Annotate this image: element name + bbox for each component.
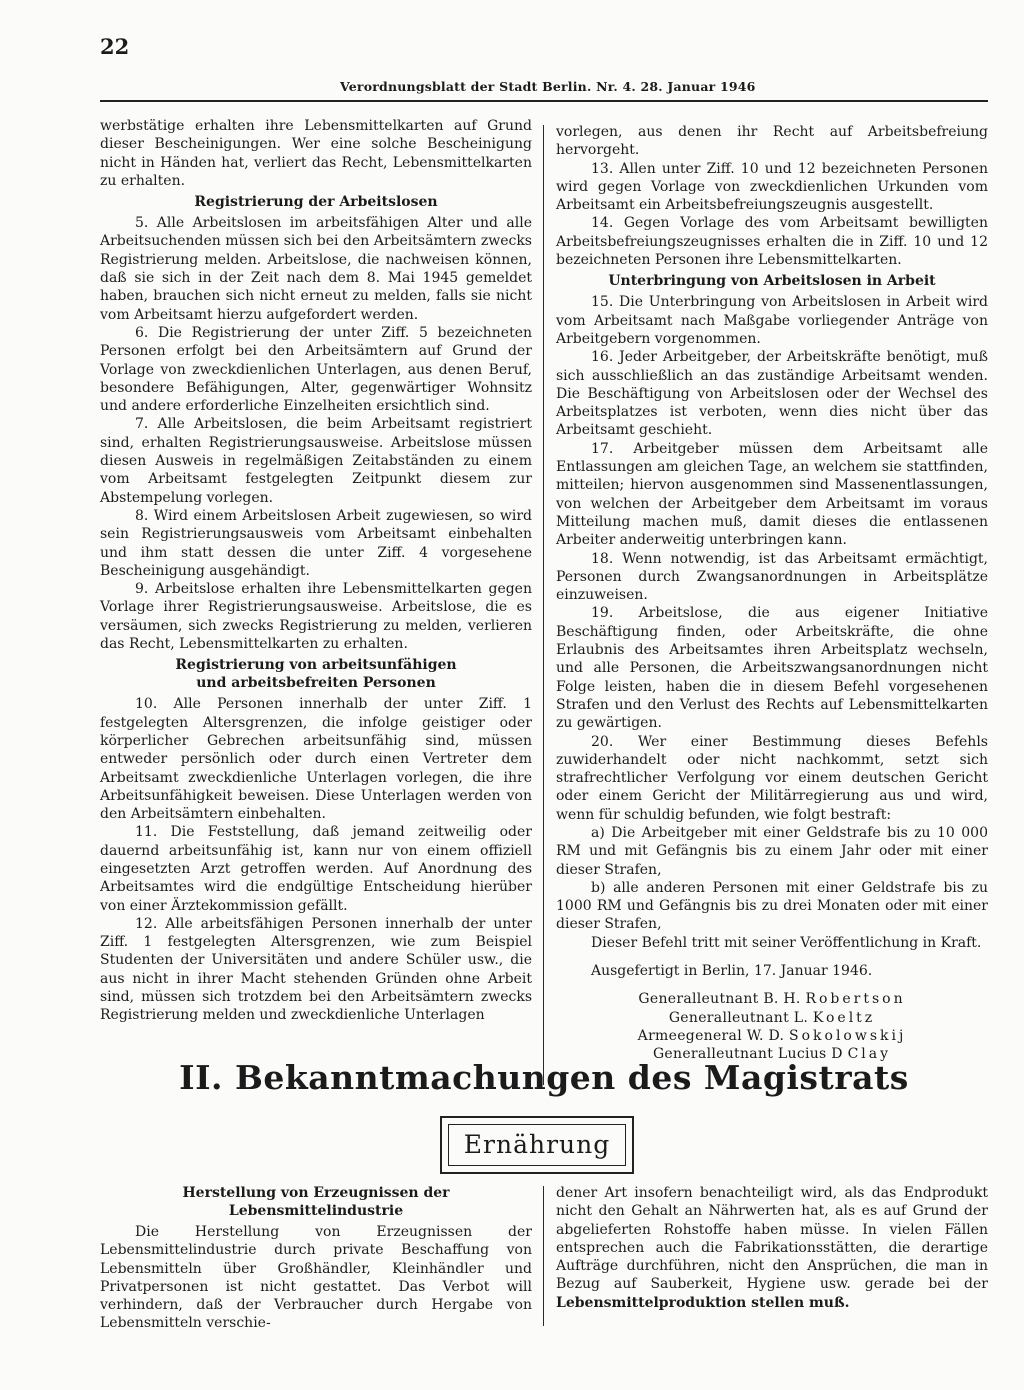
signatory-rank: Generalleutnant B. H. (638, 991, 801, 1008)
signatory-name: Koeltz (812, 1009, 876, 1026)
page-number: 22 (100, 34, 130, 59)
signatory-name: Sokolowskij (789, 1027, 907, 1044)
column-right-bottom (556, 1184, 988, 1312)
signature-koeltz (556, 1009, 988, 1027)
signatory-name: Robertson (805, 991, 906, 1008)
column-left-top (100, 117, 532, 1025)
header-rule (100, 100, 988, 102)
paragraph-15: 15. Die Unterbringung von Arbeitslosen in Arbeit wird vom Arbeitsamt nach Maßgabe vorliegender Anträge von Arbeitgebern vorgenommen. (556, 294, 988, 347)
paragraph-18: 18. Wenn notwendig, ist das Arbeitsamt ermächtigt, Personen durch Zwangsanordnungen in Arbeitsplätze einzuweisen. (556, 550, 988, 604)
paragraph-19: 19. Arbeitslose, die aus eigener Initiative Beschäftigung finden, oder Arbeitskräfte, die ohne Erlaubnis des Arbeitsamtes ihren Arbeitsplatz wechseln, und alle Personen, die Arbeitszwangsanordnungen nicht Folge leisten, haben die in diesem Befehl vorgesehenen Strafen und den Verlust des Rechts auf Lebensmittelkarten zu gewärtigen. (556, 605, 988, 732)
signatory-rank: Generalleutnant L. (668, 1009, 809, 1026)
paragraph-14: 14. Gegen Vorlage des vom Arbeitsamt bewilligten Arbeitsbefreiungszeugnisses erhalten die in Ziff. 10 und 12 bezeichneten Personen ihre Lebensmittelkarten. (556, 215, 988, 269)
paragraph-11: 11. Die Feststellung, daß jemand zeitweilig oder dauernd arbeitsunfähig ist, kann nur von einem offiziell eingesetzten Arzt getroffen werden. Auf Anordnung des Arbeitsamtes wird die endgültige Entscheidung hierüber von einer Ärztekommission gefällt. (100, 824, 532, 914)
article-paragraph-right (556, 1184, 988, 1312)
column-divider-bottom (543, 1186, 544, 1326)
paragraph-16: 16. Jeder Arbeitgeber, der Arbeitskräfte benötigt, muß sich ausschließlich an das zuständige Arbeitsamt wenden. Die Beschäftigung von Arbeitslosen oder der Wechsel des Arbeitsplatzes ist verboten, wenn dies nicht über das Arbeitsamt geschieht. (556, 349, 988, 439)
paragraph-20b: b) alle anderen Personen mit einer Geldstrafe bis zu 1000 RM und Gefängnis bis zu drei Monaten oder mit einer dieser Strafen, (556, 879, 988, 933)
paragraph-10: 10. Alle Personen innerhalb der unter Ziff. 1 festgelegten Altersgrenzen, die infolge geistiger oder körperlicher Gebrechen arbeitsunfähig sind, müssen entweder persönlich oder durch einen Vertreter dem Arbeitsamt zweckdienliche Unterlagen vorlegen, die ihre Arbeitsunfähigkeit beweisen. Diese Unterlagen werden von den Arbeitsämtern einbehalten. (100, 696, 532, 823)
paragraph-continuation: werbstätige erhalten ihre Lebensmittelkarten auf Grund dieser Bescheinigungen. Wer eine solche Bescheinigung nicht in Händen hat, verliert das Recht, Lebensmittelkarten zu erhalten. (100, 118, 532, 189)
paragraph-6: 6. Die Registrierung der unter Ziff. 5 bezeichneten Personen erfolgt bei den Arbeitsämtern auf Grund der Vorlage von zweckdienlichen Unterlagen, aus denen Beruf, besondere Befähigungen, Alter, gegenwärtiger Wohnsitz und andere erforderliche Einzelheiten ersichtlich sind. (100, 324, 532, 415)
column-divider (543, 125, 544, 1085)
paragraph-continuation-right: vorlegen, aus denen ihr Recht auf Arbeitsbefreiung hervorgeht. (556, 124, 988, 159)
signatory-rank: Generalleutnant Lucius D (652, 1046, 843, 1063)
signature-robertson (556, 990, 988, 1008)
paragraph-7: 7. Alle Arbeitslosen, die beim Arbeitsamt registriert sind, erhalten Registrierungsausweise. Arbeitslose müssen diesen Ausweis in regelmäßigen Zeitabständen zu einem vom Arbeitsamt festgelegten Zeitpunkt diesem zur Abstempelung vorlegen. (100, 416, 532, 506)
running-head: Verordnungsblatt der Stadt Berlin. Nr. 4. 28. Januar 1946 (340, 79, 756, 94)
paragraph-13: 13. Allen unter Ziff. 10 und 12 bezeichneten Personen wird gegen Vorlage von zweckdienlichen Urkunden vom Arbeitsamt ein Arbeitsbefreiungszeugnis ausgestellt. (556, 160, 988, 214)
boxed-title-text: Ernährung (448, 1124, 626, 1166)
article-text-normal: dener Art insofern benachteiligt wird, als das Endprodukt nicht den Gehalt an Nährwerten hat, als es auf Grund der abgelieferten Rohstoffe haben müsse. In vielen Fällen entsprechen auch die Fabrikationsstätten, die derartige Aufträge durchführen, nicht den Ansprüchen, die man in Bezug auf Sauberkeit, Hygiene usw. gerade bei der (556, 1185, 988, 1293)
boxed-title (440, 1116, 634, 1174)
paragraph-17: 17. Arbeitgeber müssen dem Arbeitsamt alle Entlassungen am gleichen Tage, an welchem sie stattfinden, mitteilen; hiervon ausgenommen sind Massenentlassungen, von welchen der Arbeitgeber dem Arbeitsamt im voraus Mitteilung machen muß, damit dieses die entlassenen Arbeiter anderweitig unterbringen kann. (556, 440, 988, 549)
signatory-rank: Armeegeneral W. D. (637, 1027, 785, 1044)
paragraph-8: 8. Wird einem Arbeitslosen Arbeit zugewiesen, so wird sein Registrierungsausweis vom Arbeitsamt einbehalten und ihm statt dessen die unter Ziff. 4 vorgesehene Bescheinigung ausgehändigt. (100, 507, 532, 579)
section-heading: II. Bekanntmachungen des Magistrats (179, 1058, 909, 1097)
paragraph-12: 12. Alle arbeitsfähigen Personen innerhalb der unter Ziff. 1 festgelegten Altersgrenzen, wie zum Beispiel Studenten der Universitäten und andere Schüler usw., die aus nicht in ihrer Macht stehenden Gründen ohne Arbeit sind, müssen sich trotzdem bei den Arbeitsämtern zwecks Registrierung melden und zweckdienliche Unterlagen (100, 915, 532, 1024)
signature-sokolowskij (556, 1027, 988, 1045)
column-left-bottom (100, 1184, 532, 1333)
subheading-unterbringung: Unterbringung von Arbeitslosen in Arbeit (608, 273, 936, 290)
column-right-top (556, 123, 988, 1064)
dated-line: Ausgefertigt in Berlin, 17. Januar 1946. (591, 963, 873, 980)
paragraph-9: 9. Arbeitslose erhalten ihre Lebensmittelkarten gegen Vorlage ihrer Registrierungsausweise. Arbeitslose, die es versäumen, sich zwecks Registrierung zu melden, verlieren das Recht, Lebensmittelkarten zu erhalten. (100, 581, 532, 653)
article-heading: Herstellung von Erzeugnissen der Lebensmittelindustrie (182, 1185, 450, 1219)
subheading-arbeitsunfaehig: Registrierung von arbeitsunfähigen und arbeitsbefreiten Personen (175, 657, 457, 692)
article-text-bold: Lebensmittelproduktion stellen muß. (556, 1294, 850, 1311)
paragraph-effective: Dieser Befehl tritt mit seiner Veröffentlichung in Kraft. (591, 934, 982, 951)
paragraph-20a: a) Die Arbeitgeber mit einer Geldstrafe bis zu 10 000 RM und mit Gefängnis bis zu einem Jahr oder mit einer dieser Strafen, (556, 824, 988, 878)
article-paragraph-left: Die Herstellung von Erzeugnissen der Lebensmittelindustrie durch private Beschaffung von Lebensmitteln über Großhändler, Kleinhändler und Privatpersonen ist nicht gestattet. Das Verbot will verhindern, daß der Verbraucher durch Hergabe von Lebensmitteln verschie- (100, 1224, 532, 1332)
subheading-registrierung: Registrierung der Arbeitslosen (194, 194, 438, 211)
paragraph-5: 5. Alle Arbeitslosen im arbeitsfähigen Alter und alle Arbeitsuchenden müssen sich bei den Arbeitsämtern zwecks Registrierung melden. Arbeitslose, die nachweisen können, daß sie sich in der Zeit nach dem 8. Mai 1945 gemeldet haben, brauchen sich nicht erneut zu melden, falls sie nicht vom Arbeitsamt hierzu aufgefordert werden. (100, 215, 532, 323)
signatory-name: Clay (847, 1046, 892, 1063)
paragraph-20: 20. Wer einer Bestimmung dieses Befehls zuwiderhandelt oder nicht nachkommt, setzt sich strafrechtlicher Verfolgung vor einem deutschen Gericht oder einem Gericht der Militärregierung aus und wird, wenn für schuldig befunden, wie folgt bestraft: (556, 733, 988, 823)
